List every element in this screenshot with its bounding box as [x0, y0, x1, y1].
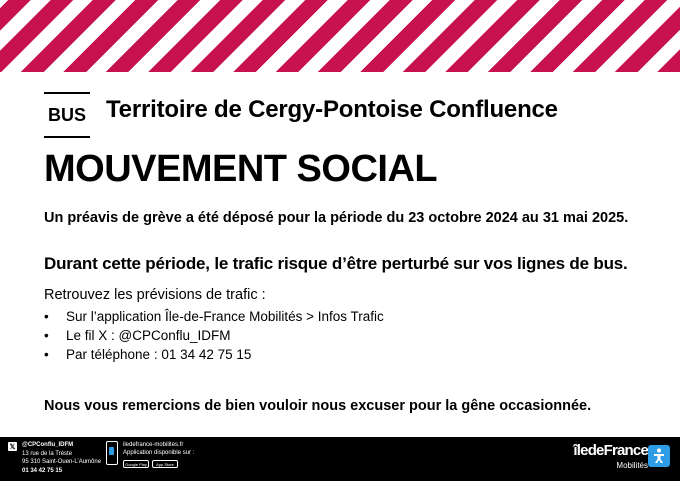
app-store-badge[interactable]: App Store [152, 460, 178, 468]
person-walking-icon [648, 445, 670, 467]
bullet-icon: • [44, 328, 49, 343]
info-channels-list [44, 307, 384, 364]
page-title: MOUVEMENT SOCIAL [44, 148, 438, 190]
channel-app: Sur l’application Île-de-France Mobilités > Infos Trafic [66, 309, 384, 324]
footer-address-line2: 95 310 Saint-Ouen-L’Aumône [22, 459, 102, 465]
x-icon: 𝕏 [9, 443, 16, 451]
footer-bar [0, 437, 680, 481]
google-play-badge[interactable]: Google Play [123, 460, 149, 468]
list-item [44, 307, 384, 326]
idf-mobilites-brand [548, 441, 648, 477]
footer-app-available: Application disponible sur : [123, 450, 195, 456]
footer-handle: @CPConflu_IDFM [22, 442, 74, 448]
brand-name: îledeFrance [573, 442, 648, 459]
striped-banner [0, 0, 680, 72]
forecast-heading: Retrouvez les prévisions de trafic : [44, 287, 266, 303]
brand-sub: Mobilités [616, 461, 648, 470]
bullet-icon: • [44, 347, 49, 362]
territory-title: Territoire de Cergy-Pontoise Confluence [106, 96, 558, 123]
footer-address-line1: 13 rue de la Tréste [22, 450, 73, 457]
bullet-icon: • [44, 309, 49, 324]
list-item [44, 345, 384, 364]
channel-x: Le fil X : @CPConflu_IDFM [66, 328, 231, 343]
apology-text: Nous vous remercions de bien vouloir nous excuser pour la gêne occasionnée. [44, 398, 592, 414]
footer-contact [22, 441, 101, 475]
footer-app-info [123, 441, 194, 457]
phone-app-icon [106, 441, 118, 465]
list-item [44, 326, 384, 345]
channel-phone: Par téléphone : 01 34 42 75 15 [66, 347, 252, 362]
footer-phone: 01 34 42 75 15 [22, 467, 63, 474]
disruption-warning: Durant cette période, le trafic risque d’être perturbé sur vos lignes de bus. [44, 254, 628, 273]
strike-notice: Un préavis de grève a été déposé pour la période du 23 octobre 2024 au 31 mai 2025. [44, 210, 629, 226]
bus-mode-badge: BUS [44, 92, 90, 138]
footer-app-url: iledefrance-mobilites.fr [123, 442, 184, 448]
